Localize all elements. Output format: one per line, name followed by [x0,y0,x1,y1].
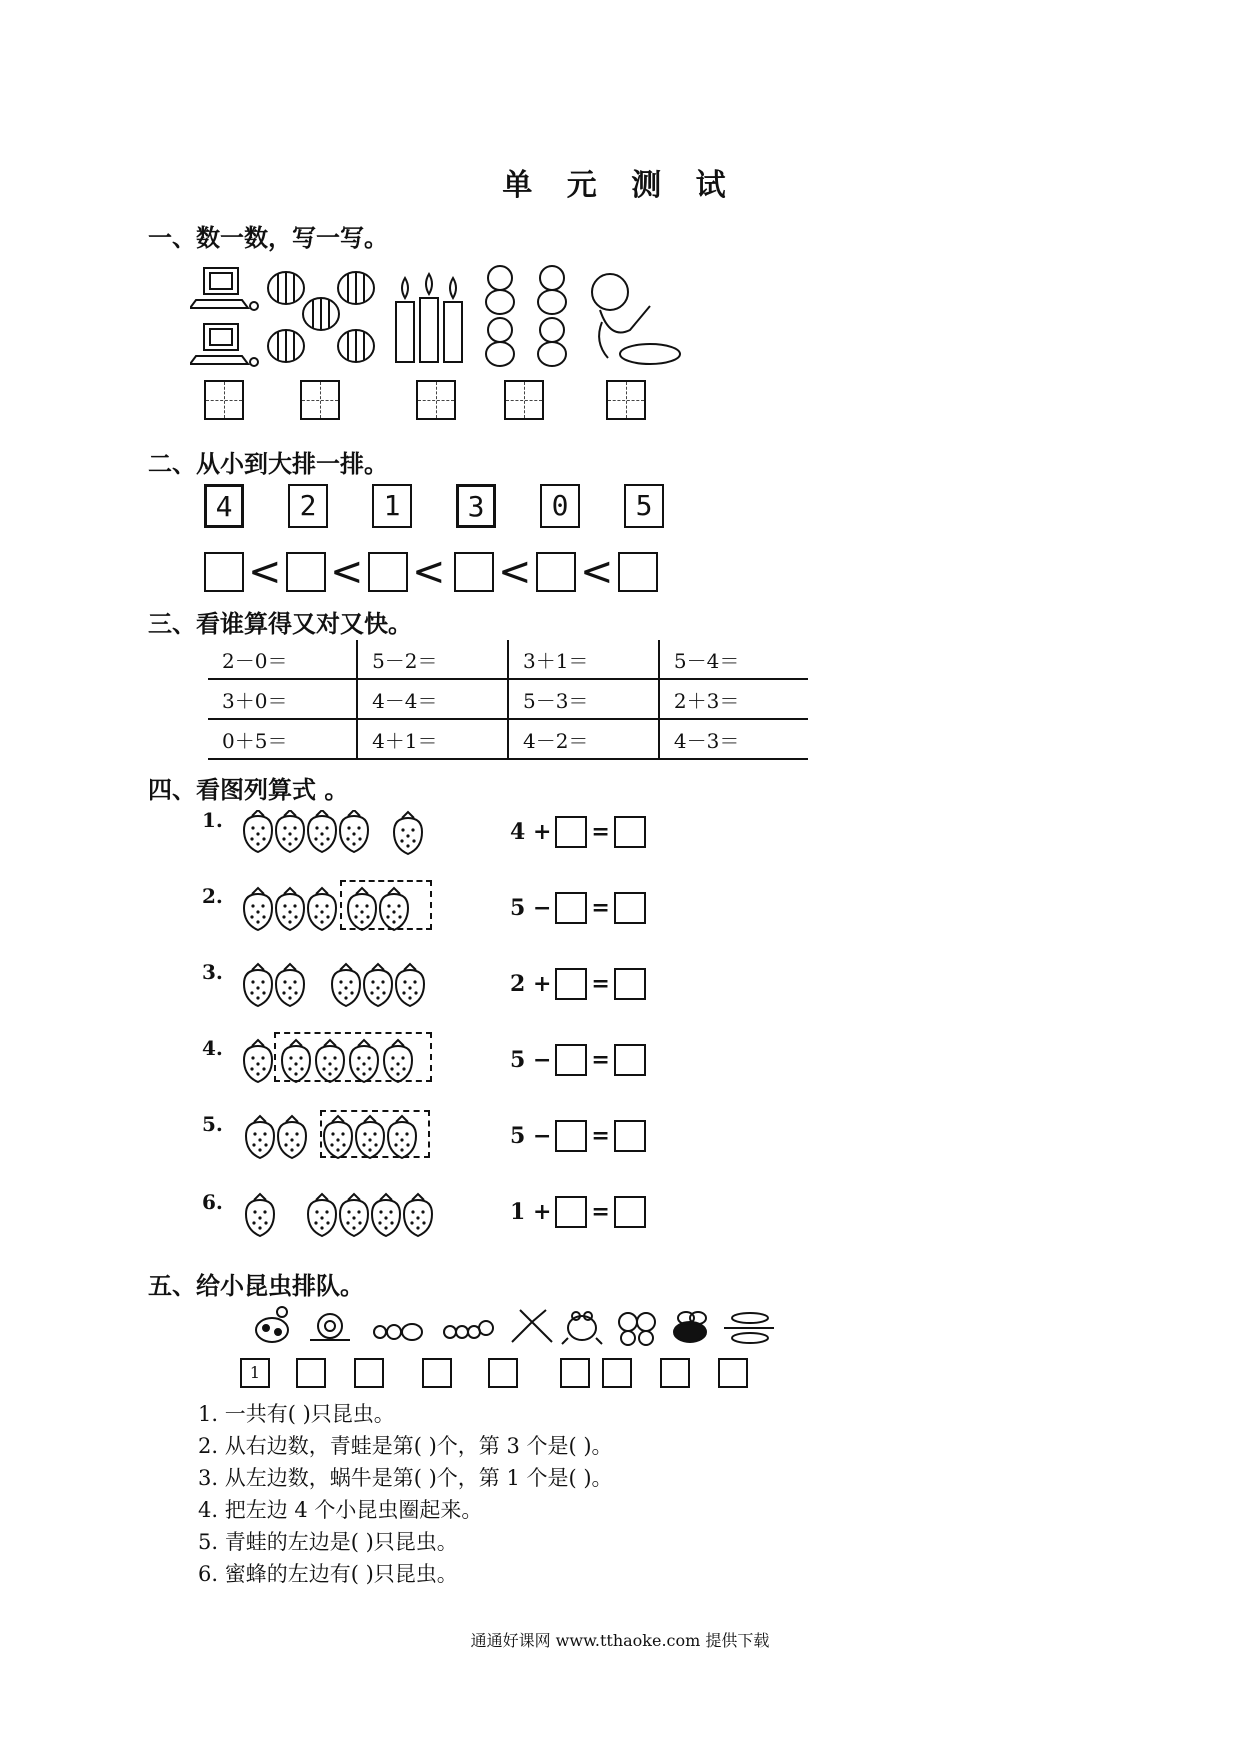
equals-sign: = [591,895,610,921]
equation-result-box[interactable] [614,968,646,1000]
question-text: 1. 一共有( )只昆虫。 [198,1402,395,1426]
computer-icon [190,268,258,366]
answer-box-computer[interactable] [204,380,244,420]
strawberry-group [238,962,438,1008]
calculation-table [208,640,808,760]
sort-answer-box[interactable] [368,552,408,592]
problem-label: 1. [202,808,223,832]
order-box[interactable] [422,1358,452,1388]
snail-icon [310,1314,350,1340]
less-than-sign: < [412,549,446,595]
less-than-sign: < [248,549,282,595]
equation-row [510,892,646,924]
table-row [208,640,808,679]
order-box[interactable] [660,1358,690,1388]
footer-text: 通通好课网 www.tthaoke.com 提供下载 [470,1631,770,1650]
equation-result-box[interactable] [614,1044,646,1076]
number-card: 0 [540,484,580,528]
equation-result-box[interactable] [614,892,646,924]
section-5-heading: 五、给小昆虫排队。 [148,1271,364,1300]
question-text: 3. 从左边数，蜗牛是第( )个，第 1 个是( )。 [198,1466,613,1490]
table-row [208,719,808,759]
monkey-icon [592,274,680,364]
equation-row [510,1044,646,1076]
problem-label: 6. [202,1190,223,1214]
section-3-heading: 三、看谁算得又对又快。 [148,609,412,638]
equation-prefix: 5 − [510,1123,552,1149]
less-than-sign: < [330,549,364,595]
answer-box-panda[interactable] [504,380,544,420]
equation-row [510,1120,646,1152]
bee-icon [674,1312,706,1342]
order-box[interactable] [354,1358,384,1388]
equation-answer-box[interactable] [555,1044,587,1076]
question-text: 2. 从右边数，青蛙是第( )个，第 3 个是( )。 [198,1434,613,1458]
order-box[interactable]: 1 [240,1358,270,1388]
equation-prefix: 5 − [510,1047,552,1073]
calc-cell[interactable]: 2＋3＝ [659,679,808,719]
order-box[interactable] [488,1358,518,1388]
number-card: 1 [372,484,412,528]
counting-pictures [190,262,710,372]
sort-answer-box[interactable] [286,552,326,592]
calc-cell[interactable]: 4－3＝ [659,719,808,759]
ladybug-icon [256,1307,288,1342]
mantis-icon [512,1310,552,1342]
section-1-heading: 一、数一数，写一写。 [148,223,388,252]
caterpillar-icon [444,1321,493,1338]
problem-label: 3. [202,960,223,984]
answer-box-monkey[interactable] [606,380,646,420]
question-text: 4. 把左边 4 个小昆虫圈起来。 [198,1498,483,1522]
equation-prefix: 1 + [510,1199,552,1225]
number-card: 5 [624,484,664,528]
calc-cell[interactable]: 3＋0＝ [208,679,357,719]
less-than-sign: < [580,549,614,595]
calc-cell[interactable]: 5－3＝ [508,679,659,719]
equals-sign: = [591,819,610,845]
answer-box-lantern[interactable] [300,380,340,420]
question-text: 5. 青蛙的左边是( )只昆虫。 [198,1530,458,1554]
problem-label: 2. [202,884,223,908]
order-box[interactable] [602,1358,632,1388]
calc-cell[interactable]: 4＋1＝ [357,719,508,759]
dragonfly-icon [724,1313,774,1343]
dashed-circle [274,1032,432,1082]
equals-sign: = [591,1199,610,1225]
calc-cell[interactable]: 4－4＝ [357,679,508,719]
problem-label: 4. [202,1036,223,1060]
dashed-circle [320,1110,430,1158]
number-card: 4 [204,484,244,528]
section-4-heading: 四、看图列算式 。 [148,775,349,804]
order-box[interactable] [296,1358,326,1388]
order-box[interactable] [718,1358,748,1388]
number-card: 2 [288,484,328,528]
ant-icon [374,1324,422,1340]
equation-result-box[interactable] [614,1196,646,1228]
question-text: 6. 蜜蜂的左边有( )只昆虫。 [198,1562,458,1586]
equals-sign: = [591,1047,610,1073]
panda-icon [486,266,566,366]
calc-cell[interactable]: 5－4＝ [659,640,808,679]
equation-answer-box[interactable] [555,816,587,848]
strawberry-group [238,1192,438,1238]
equation-answer-box[interactable] [555,892,587,924]
number-card: 3 [456,484,496,528]
sort-answer-box[interactable] [618,552,658,592]
answer-box-candle[interactable] [416,380,456,420]
equation-result-box[interactable] [614,1120,646,1152]
strawberry-group [238,810,438,856]
equation-prefix: 4 + [510,819,552,845]
equation-result-box[interactable] [614,816,646,848]
insect-row [250,1298,790,1354]
equation-answer-box[interactable] [555,968,587,1000]
sort-answer-box[interactable] [204,552,244,592]
frog-icon [562,1312,602,1344]
butterfly-icon [619,1313,655,1345]
sort-answer-box[interactable] [536,552,576,592]
section-2-heading: 二、从小到大排一排。 [148,449,388,478]
equation-answer-box[interactable] [555,1120,587,1152]
problem-label: 5. [202,1112,223,1136]
equation-row [510,1196,646,1228]
dashed-circle [340,880,432,930]
calc-cell[interactable]: 2－0＝ [208,640,357,679]
equation-prefix: 2 + [510,971,552,997]
candle-icon [396,274,462,362]
table-row [208,679,808,719]
equals-sign: = [591,971,610,997]
equation-answer-box[interactable] [555,1196,587,1228]
calc-cell[interactable]: 4－2＝ [508,719,659,759]
calc-cell[interactable]: 0＋5＝ [208,719,357,759]
order-box[interactable] [560,1358,590,1388]
sort-answer-box[interactable] [454,552,494,592]
equation-prefix: 5 − [510,895,552,921]
equation-row [510,968,646,1000]
calc-cell[interactable]: 3＋1＝ [508,640,659,679]
lantern-icon [268,272,374,362]
equals-sign: = [591,1123,610,1149]
calc-cell[interactable]: 5－2＝ [357,640,508,679]
page-title: 单 元 测 试 [502,168,738,203]
equation-row [510,816,646,848]
less-than-sign: < [498,549,532,595]
